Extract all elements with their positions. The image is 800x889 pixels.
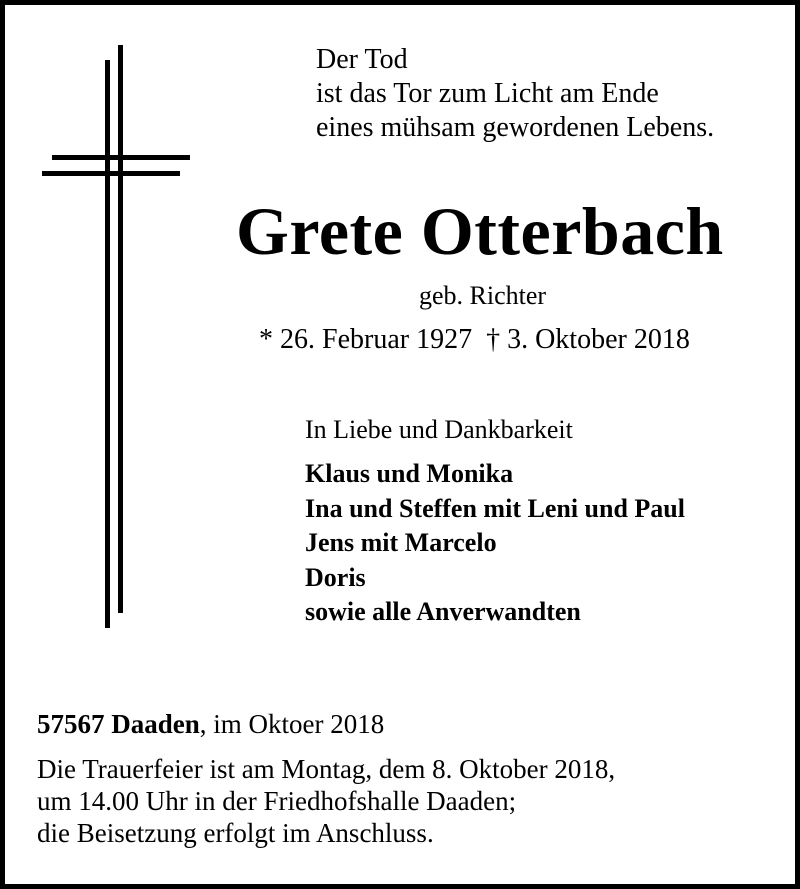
deceased-name: Grete Otterbach — [236, 193, 724, 269]
mourner-item: Jens mit Marcelo — [305, 528, 497, 557]
cross-icon — [5, 5, 205, 645]
place-date-line — [37, 707, 384, 741]
mourner-item: Klaus und Monika — [305, 459, 514, 488]
mourners-list — [305, 457, 685, 630]
maiden-name: geb. Richter — [419, 281, 547, 310]
mourner-item: sowie alle Anverwandten — [305, 597, 581, 626]
mourner-item: Ina und Steffen mit Leni und Paul — [305, 493, 685, 523]
service-line-1: Die Trauerfeier ist am Montag, dem 8. Oktober 2018, — [37, 754, 616, 784]
poem-line-2: ist das Tor zum Licht am Ende — [316, 78, 659, 109]
service-line-2: um 14.00 Uhr in der Friedhofshalle Daaden; — [37, 786, 517, 816]
poem-line-1: Der Tod — [316, 44, 408, 75]
mourner-item: Doris — [305, 562, 366, 592]
place: 57567 Daaden — [37, 709, 200, 739]
funeral-service-info — [37, 753, 615, 849]
birth-date: * 26. Februar 1927 — [259, 324, 473, 355]
poem-line-3: eines mühsam gewordenen Lebens. — [316, 112, 715, 143]
poem — [316, 43, 714, 145]
dedication: In Liebe und Dankbarkeit — [305, 415, 573, 444]
life-dates — [259, 323, 690, 357]
service-line-3: die Beisetzung erfolgt im Anschluss. — [37, 818, 434, 848]
notice-date: , im Oktoer 2018 — [199, 709, 385, 739]
death-date: † 3. Oktober 2018 — [486, 324, 690, 355]
